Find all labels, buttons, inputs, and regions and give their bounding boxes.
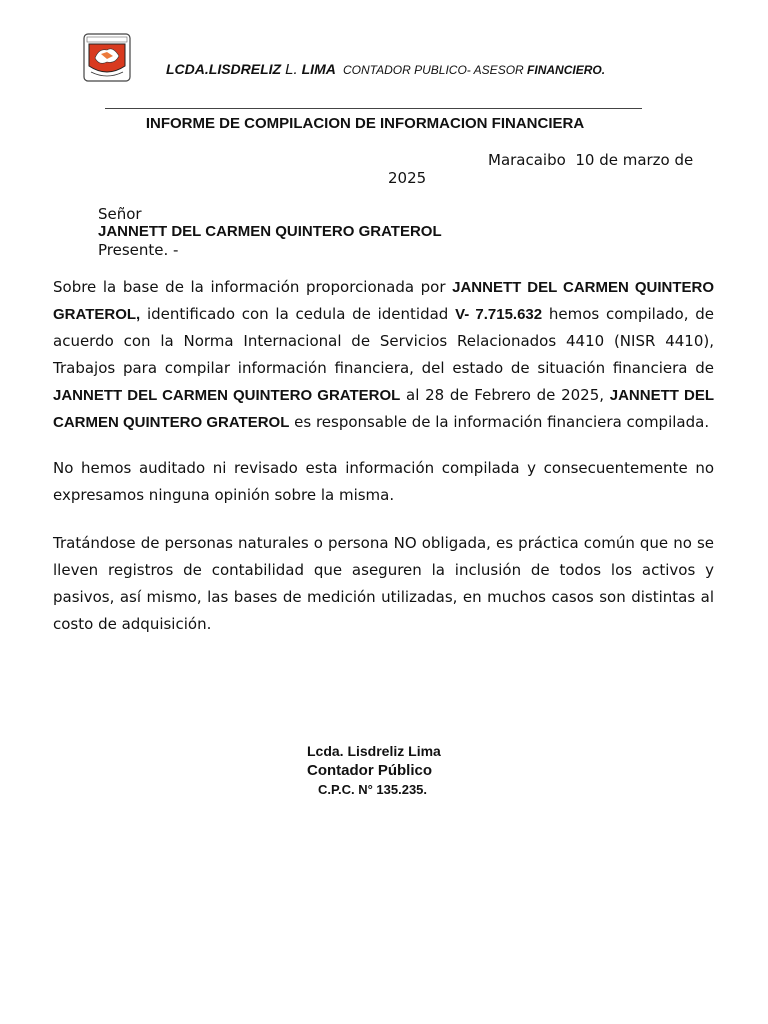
recipient-name: JANNETT DEL CARMEN QUINTERO GRATEROL: [98, 223, 442, 240]
header-role: CONTADOR PUBLICO- ASESOR FINANCIERO.: [343, 63, 606, 77]
recipient-salutation: Señor: [98, 205, 142, 223]
recipient-closing: Presente. -: [98, 241, 179, 259]
signature-license: C.P.C. N° 135.235.: [318, 782, 428, 797]
signature-name: Lcda. Lisdreliz Lima: [307, 743, 441, 759]
logo-seal-icon: [81, 32, 133, 84]
header-name: LCDA.LISDRELIZ L. LIMA: [166, 61, 336, 78]
header-divider: [105, 108, 642, 109]
recipient-block: [98, 205, 442, 259]
signature-title: Contador Público: [307, 762, 432, 779]
paragraph-3: Tratándose de personas naturales o persona NO obligada, es práctica común que no se lleven registros de contabilidad que aseguren la inclusión de todos los activos y pasivos, así mismo, las bases de medición utilizadas, en muchos casos son distintas al costo de adquisición.: [53, 534, 714, 633]
paragraph-1: Sobre la base de la información proporcionada por JANNETT DEL CARMEN QUINTERO GRATEROL, identificado con la cedula de identidad V- 7.715.632 hemos compilado, de acuerdo con la Norma Internacional de Servicios Relacionados 4410 (NISR 4410), Trabajos para compilar información financiera, del estado de situación financiera de JANNETT DEL CARMEN QUINTERO GRATEROL al 28 de Febrero de 2025, JANNETT DEL CARMEN QUINTERO GRATEROL es responsable de la información financiera compilada.: [53, 278, 714, 431]
date-line-2: 2025: [388, 169, 427, 187]
document-title: INFORME DE COMPILACION DE INFORMACION FINANCIERA: [145, 115, 585, 132]
date-line-1: Maracaibo 10 de marzo de: [488, 151, 694, 169]
paragraph-2: No hemos auditado ni revisado esta información compilada y consecuentemente no expresamos ninguna opinión sobre la misma.: [53, 459, 714, 504]
